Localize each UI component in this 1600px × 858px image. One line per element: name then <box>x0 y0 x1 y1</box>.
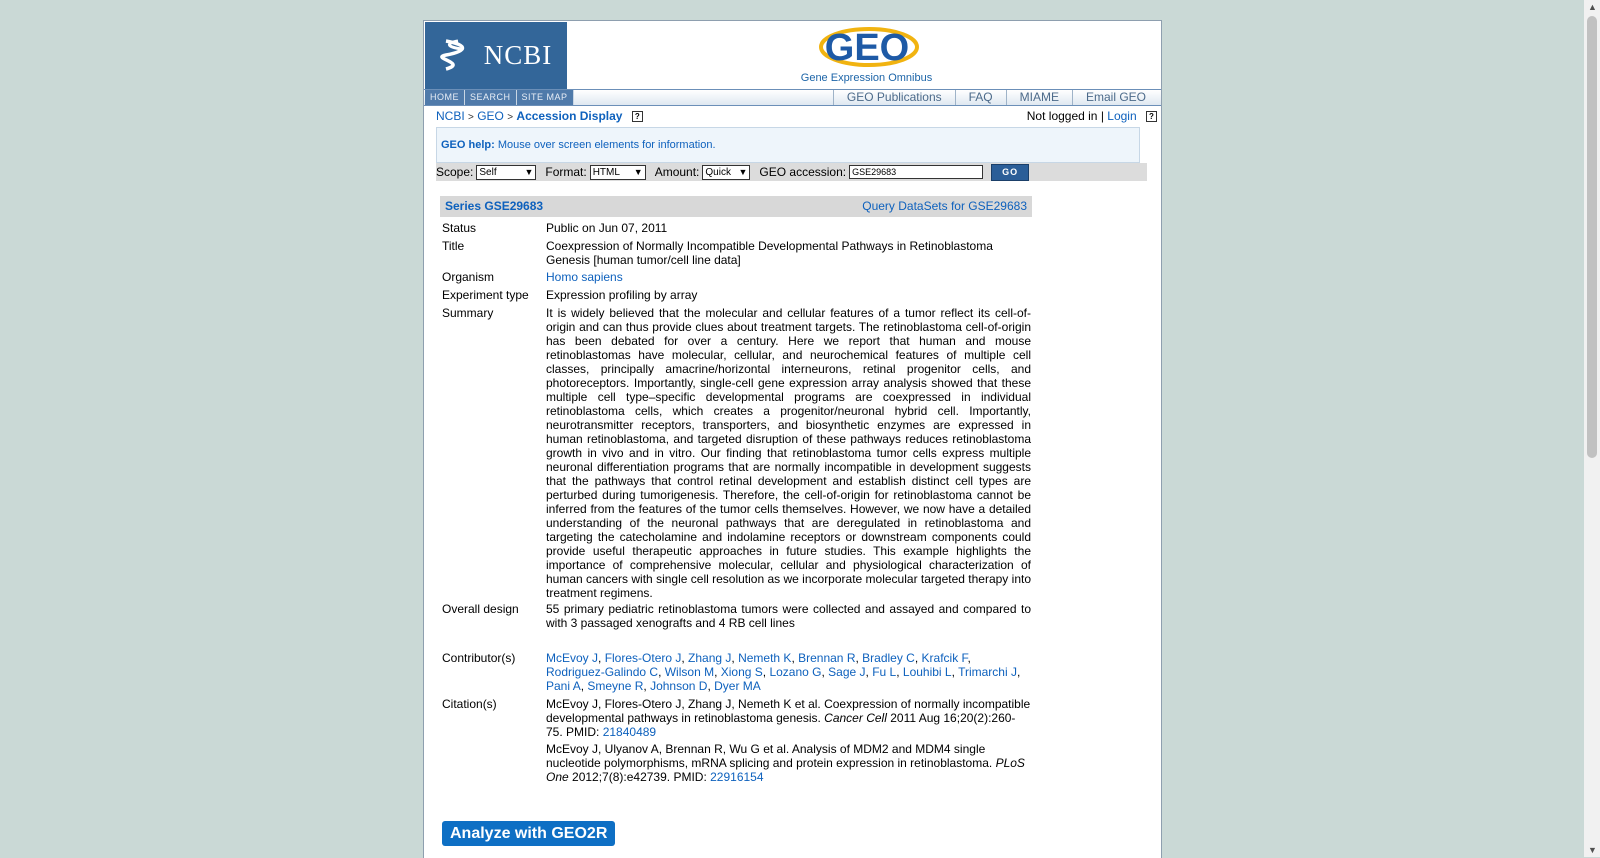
geo-nav <box>833 90 1159 105</box>
nav-geo-publications[interactable]: GEO Publications <box>833 90 955 105</box>
go-button[interactable]: GO <box>991 164 1029 181</box>
title-label: Title <box>442 239 465 253</box>
nav-bar <box>424 89 1161 106</box>
accession-label: GEO accession: <box>759 165 847 179</box>
pmid-link[interactable]: 21840489 <box>602 725 657 739</box>
contributor-link[interactable]: Krafcik F <box>921 651 968 665</box>
vertical-scrollbar[interactable] <box>1584 0 1600 857</box>
citation-journal: PLoS One <box>546 756 1025 784</box>
contributors-label: Contributor(s) <box>442 651 516 665</box>
contributor-link[interactable]: Johnson D <box>650 679 708 693</box>
citation-journal: Cancer Cell <box>824 711 887 725</box>
citations-label: Citation(s) <box>442 697 497 711</box>
nav-email-geo[interactable]: Email GEO <box>1072 90 1159 105</box>
citation-1 <box>546 697 1031 739</box>
breadcrumb-geo[interactable]: GEO <box>477 109 504 123</box>
breadcrumb-current: Accession Display <box>516 109 623 123</box>
status-value: Public on Jun 07, 2011 <box>546 221 668 235</box>
nav-miame[interactable]: MIAME <box>1006 90 1072 105</box>
contributor-link[interactable]: Louhibi L <box>902 665 952 679</box>
format-select[interactable] <box>590 165 646 180</box>
login-link[interactable]: Login <box>1107 109 1137 123</box>
help-question-icon[interactable]: ? <box>632 111 643 122</box>
contributor-link[interactable]: Lozano G <box>769 665 822 679</box>
contributor-link[interactable]: Rodriguez-Galindo C <box>546 665 659 679</box>
amount-label: Amount: <box>654 165 700 179</box>
format-value: HTML <box>592 166 620 178</box>
scroll-down-arrow-icon[interactable]: ▼ <box>1588 845 1597 855</box>
dna-helix-icon <box>440 37 474 75</box>
chevron-down-icon: ▼ <box>738 167 748 177</box>
scope-value: Self <box>479 166 497 178</box>
summary-label: Summary <box>442 306 494 320</box>
nav-home[interactable]: HOME <box>425 90 465 105</box>
contributor-link[interactable]: McEvoy J <box>546 651 599 665</box>
scroll-up-arrow-icon[interactable]: ▲ <box>1588 2 1597 12</box>
contributor-link[interactable]: Sage J <box>828 665 866 679</box>
contributor-link[interactable]: Wilson M <box>664 665 715 679</box>
pmid-link[interactable]: 22916154 <box>710 770 764 784</box>
contributor-link[interactable]: Brennan R <box>798 651 856 665</box>
citation-2 <box>546 742 1031 784</box>
contributor-link[interactable]: Pani A <box>546 679 581 693</box>
scope-label: Scope: <box>436 165 474 179</box>
contributors-list: McEvoy J, Flores-Otero J, Zhang J, Nemeth K, Brennan R, Bradley C, Krafcik F, Rodriguez-Galindo C, Wilson M, Xiong S, Lozano G, Sage J, Fu L, Louhibi L, Trimarchi J, Pani A, Smeyne R, Johnson D, Dyer MA <box>546 651 1021 693</box>
title-value: Coexpression of Normally Incompatible Developmental Pathways in Retinoblastoma Genesis [human tumor/cell line data] <box>546 239 993 267</box>
organism-link[interactable]: Homo sapiens <box>546 270 623 284</box>
chevron-down-icon: ▼ <box>633 167 643 177</box>
login-help-icon[interactable]: ? <box>1146 111 1157 122</box>
scope-select[interactable] <box>476 165 536 180</box>
scrollbar-thumb[interactable] <box>1587 16 1597 458</box>
geo-help-box <box>436 127 1140 163</box>
geo-subtitle: Gene Expression Omnibus <box>800 72 933 84</box>
geo-page <box>423 20 1162 858</box>
amount-select[interactable] <box>702 165 750 180</box>
contributor-link[interactable]: Dyer MA <box>714 679 761 693</box>
ncbi-logo-text: NCBI <box>483 40 553 70</box>
contributor-link[interactable]: Fu L <box>872 665 897 679</box>
nav-site-map[interactable]: SITE MAP <box>517 90 574 105</box>
design-text: 55 primary pediatric retinoblastoma tumors were collected and assayed and compared to with 3 passaged xenografts and 4 RB cell lines <box>546 602 1031 630</box>
login-area <box>1027 109 1157 123</box>
status-label: Status <box>442 221 477 235</box>
nav-faq[interactable]: FAQ <box>955 90 1006 105</box>
breadcrumb-separator: > <box>468 112 474 123</box>
accession-search-bar <box>436 163 1147 181</box>
query-datasets-link[interactable]: Query DataSets for GSE29683 <box>862 199 1027 213</box>
geo-logo-text: GEO <box>824 27 909 68</box>
geo-logo[interactable] <box>794 26 939 88</box>
ncbi-nav <box>425 90 574 105</box>
contributor-link[interactable]: Zhang J <box>688 651 732 665</box>
contributor-link[interactable]: Trimarchi J <box>958 665 1017 679</box>
citation-ref: 2012;7(8):e42739. PMID: <box>572 770 707 784</box>
nav-search[interactable]: SEARCH <box>465 90 517 105</box>
experiment-value: Expression profiling by array <box>546 288 698 302</box>
help-text: Mouse over screen elements for information. <box>497 139 716 151</box>
chevron-down-icon: ▼ <box>524 167 534 177</box>
contributor-link[interactable]: Flores-Otero J <box>604 651 682 665</box>
citation-text: McEvoy J, Ulyanov A, Brennan R, Wu G et al. Analysis of MDM2 and MDM4 single nucleotide polymorphisms, mRNA splicing and protein expression in retinoblastoma. <box>546 742 993 770</box>
geo-logo-graphic <box>815 26 919 68</box>
series-header <box>440 196 1032 217</box>
summary-text: It is widely believed that the molecular and cellular features of a tumor reflect its cell-of-origin and can thus provide clues about treatment targets. The retinoblastoma cell-of-origin has been debated for over a century. Here we report that human and mouse retinoblastomas have molecular, cellular, and neurochemical features of multiple cell classes, principally amacrine/horizontal interneurons, retinal progenitor cells, and photoreceptors. Importantly, single-cell gene expression array analysis showed that these multiple cell type–specific developmental programs are coexpressed in individual retinoblastoma cells, which creates a progenitor/neuronal hybrid cell. Importantly, neurotransmitter receptors, transporters, and biosynthetic enzymes are expressed in human retinoblastoma, and targeted disruption of these pathways reduces retinoblastoma growth in vivo and in vitro. Our finding that retinoblastoma tumor cells express multiple neuronal differentiation programs that are normally incompatible in development suggests that the pathways that control retinal development and establish distinct cell types are perturbed during tumorigenesis. Therefore, the cell-of-origin for retinoblastoma cannot be inferred from the features of the tumor cells themselves. However, we now have a detailed understanding of the neuronal pathways that are deregulated in retinoblastoma and targeting the catecholamine and indolamine receptors or downstream components could provide useful therapeutic approaches in future studies. This example highlights the importance of comprehensive molecular, cellular and physiological characterization of human cancers with single cell resolution as we incorporate molecular targeted therapy into treatment regimens. <box>546 306 1031 600</box>
citation-ref: 2011 Aug 16;20(2):260-75. PMID: <box>546 711 1016 739</box>
format-label: Format: <box>545 165 587 179</box>
contributor-link[interactable]: Xiong S <box>720 665 763 679</box>
login-status: Not logged in | <box>1026 109 1104 123</box>
help-label: GEO help: <box>441 139 495 151</box>
design-label: Overall design <box>442 602 519 616</box>
contributor-link[interactable]: Nemeth K <box>738 651 792 665</box>
accession-input[interactable] <box>849 165 983 179</box>
analyze-geo2r-button[interactable]: Analyze with GEO2R <box>442 821 615 846</box>
breadcrumb-separator: > <box>507 112 514 123</box>
breadcrumb <box>436 109 643 123</box>
contributor-link[interactable]: Bradley C <box>862 651 915 665</box>
breadcrumb-ncbi[interactable]: NCBI <box>436 109 465 123</box>
organism-label: Organism <box>442 270 495 284</box>
amount-value: Quick <box>705 166 731 178</box>
citation-text: McEvoy J, Flores-Otero J, Zhang J, Nemeth K et al. Coexpression of normally incompatible developmental pathways in retinoblastoma genesis. <box>546 697 1031 725</box>
contributor-link[interactable]: Smeyne R <box>587 679 644 693</box>
ncbi-logo[interactable] <box>425 22 567 89</box>
experiment-label: Experiment type <box>442 288 529 302</box>
series-title: Series GSE29683 <box>445 199 544 213</box>
